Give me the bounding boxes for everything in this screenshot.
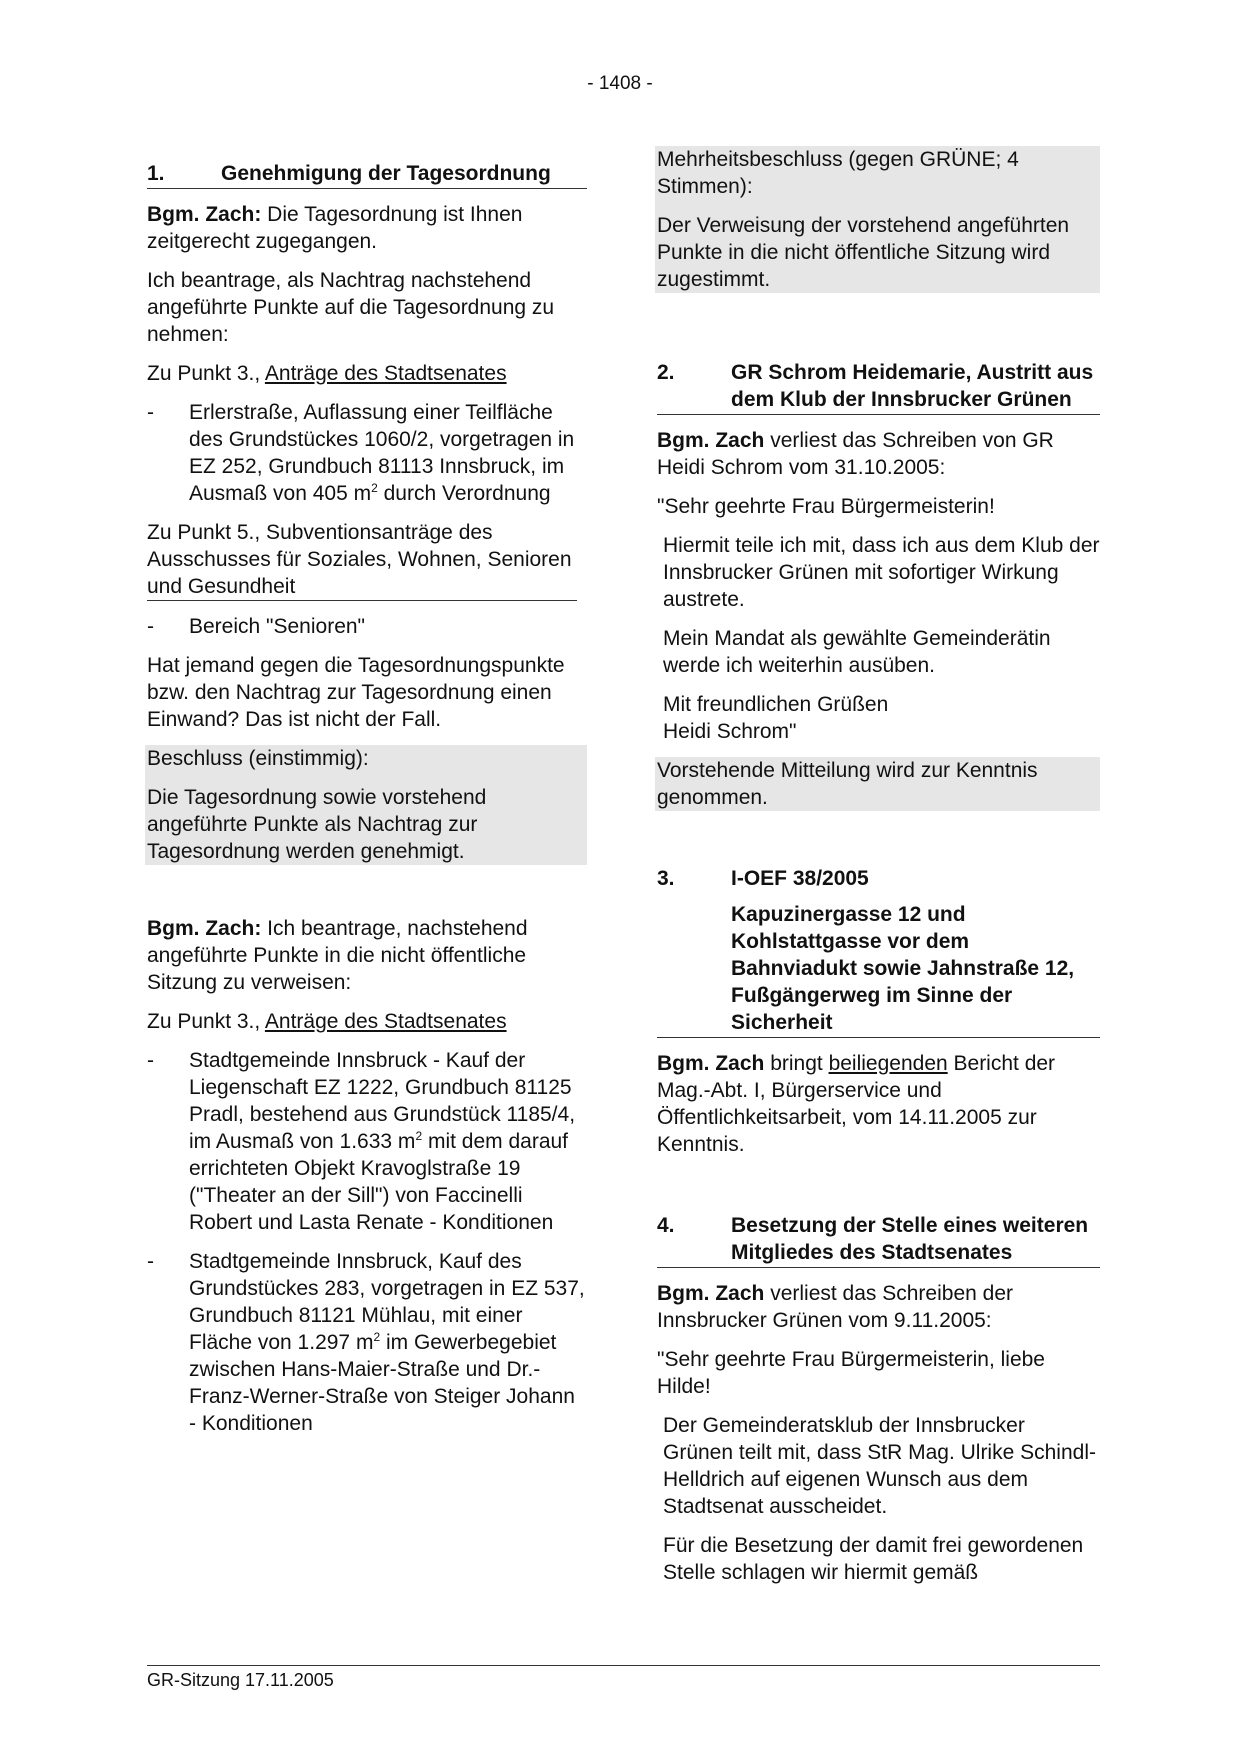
paragraph: Bgm. Zach bringt beiliegenden Bericht der Mag.-Abt. I, Bürgerservice und Öffentlichkeitsarbeit, vom 14.11.2005 zur Kenntnis. xyxy=(657,1052,1056,1156)
page-number: - 1408 - xyxy=(587,73,653,94)
paragraph: Für die Besetzung der damit frei gewordenen Stelle schlagen wir hiermit gemäß xyxy=(663,1534,1084,1584)
section-number: 3. xyxy=(657,867,675,890)
section-subtitle: Kapuzinergasse 12 und Kohlstattgasse vor dem Bahnviadukt sowie Jahnstraße 12, Fußgängerweg im Sinne der Sicherheit xyxy=(657,901,1100,1038)
speaker: Bgm. Zach: xyxy=(147,203,262,226)
list-item: - Stadtgemeinde Innsbruck, Kauf des Grundstückes 283, vorgetragen in EZ 537, Grundbuch 81121 Mühlau, mit einer Fläche von 1.297 $m^2$ im Gewerbegebiet zwischen Hans-Maier-Straße und Dr.-Franz-Werner-Straße von Steiger Johann - Konditionen xyxy=(147,1250,585,1435)
right-column xyxy=(657,146,1100,1598)
resolution-text: Der Verweisung der vorstehend angeführten Punkte in die nicht öffentliche Sitzung wird zugestimmt. xyxy=(657,214,1070,291)
section-number: 2. xyxy=(657,361,675,384)
resolution-label: Beschluss (einstimmig): xyxy=(147,747,369,770)
paragraph: Bgm. Zach: Die Tagesordnung ist Ihnen zeitgerecht zugegangen. xyxy=(147,203,523,253)
section-number: 1. xyxy=(147,162,165,185)
paragraph: Bgm. Zach verliest das Schreiben der Innsbrucker Grünen vom 9.11.2005: xyxy=(657,1282,1013,1332)
resolution-box xyxy=(655,146,1100,293)
paragraph: Hiermit teile ich mit, dass ich aus dem Klub der Innsbrucker Grünen mit sofortiger Wirkung austrete. xyxy=(663,534,1100,611)
paragraph: Mit freundlichen Grüßen Heidi Schrom" xyxy=(663,693,889,743)
resolution-text: Die Tagesordnung sowie vorstehend angeführte Punkte als Nachtrag zur Tagesordnung werden genehmigt. xyxy=(147,786,487,863)
paragraph: Ich beantrage, als Nachtrag nachstehend angeführte Punkte auf die Tagesordnung zu nehmen: xyxy=(147,269,555,346)
section-heading-3 xyxy=(657,865,1100,893)
speaker: Bgm. Zach: xyxy=(147,917,262,940)
section-heading-1 xyxy=(147,160,587,189)
section-title: I-OEF 38/2005 xyxy=(731,867,869,890)
list-item: - Erlerstraße, Auflassung einer Teilfläche des Grundstückes 1060/2, vorgetragen in EZ 252, Grundbuch 81113 Innsbruck, im Ausmaß von 405 $m^2$ durch Verordnung xyxy=(147,401,575,505)
section-title: Besetzung der Stelle eines weiteren Mitgliedes des Stadtsenates xyxy=(731,1214,1089,1264)
footer-text: GR-Sitzung 17.11.2005 xyxy=(147,1670,334,1690)
resolution-box xyxy=(145,745,587,865)
section-heading-4 xyxy=(657,1212,1100,1268)
list-item: - Bereich "Senioren" xyxy=(147,615,366,638)
speaker: Bgm. Zach xyxy=(657,429,765,452)
section-title: GR Schrom Heidemarie, Austritt aus dem Klub der Innsbrucker Grünen xyxy=(731,361,1094,411)
resolution-label: Mehrheitsbeschluss (gegen GRÜNE; 4 Stimmen): xyxy=(657,148,1019,198)
paragraph: Zu Punkt 3., Anträge des Stadtsenates xyxy=(147,362,507,385)
note-box xyxy=(655,757,1100,811)
footer-divider xyxy=(147,1665,1100,1666)
underlined-text: Anträge des Stadtsenates xyxy=(264,1010,507,1033)
paragraph: Zu Punkt 3., Anträge des Stadtsenates xyxy=(147,1010,507,1033)
list-item: - Stadtgemeinde Innsbruck - Kauf der Liegenschaft EZ 1222, Grundbuch 81125 Pradl, bestehend aus Grundstück 1185/4, im Ausmaß von 1.633 $m^2$ mit dem darauf errichteten Objekt Kravoglstraße 19 ("Theater an der Sill") von Faccinelli Robert und Lasta Renate - Konditionen xyxy=(147,1049,576,1234)
left-column xyxy=(147,160,587,1449)
paragraph: Bgm. Zach verliest das Schreiben von GR Heidi Schrom vom 31.10.2005: xyxy=(657,429,1054,479)
section-number: 4. xyxy=(657,1214,675,1237)
speaker: Bgm. Zach xyxy=(657,1052,765,1075)
underlined-text: Anträge des Stadtsenates xyxy=(264,362,507,385)
note-text: Vorstehende Mitteilung wird zur Kenntnis genommen. xyxy=(657,759,1038,809)
paragraph: Mein Mandat als gewählte Gemeinderätin werde ich weiterhin ausüben. xyxy=(663,627,1051,677)
section-heading-2 xyxy=(657,359,1100,415)
paragraph: Zu Punkt 5., Subventionsanträge des Ausschusses für Soziales, Wohnen, Senioren und Gesundheit xyxy=(147,519,577,601)
underlined-text: beiliegenden xyxy=(828,1052,948,1075)
paragraph: "Sehr geehrte Frau Bürgermeisterin! xyxy=(657,495,995,518)
paragraph: "Sehr geehrte Frau Bürgermeisterin, liebe Hilde! xyxy=(657,1348,1045,1398)
section-title: Genehmigung der Tagesordnung xyxy=(221,162,551,185)
speaker: Bgm. Zach xyxy=(657,1282,765,1305)
paragraph: Hat jemand gegen die Tagesordnungspunkte bzw. den Nachtrag zur Tagesordnung einen Einwand? Das ist nicht der Fall. xyxy=(147,654,565,731)
paragraph: Der Gemeinderatsklub der Innsbrucker Grünen teilt mit, dass StR Mag. Ulrike Schindl-Helldrich auf eigenen Wunsch aus dem Stadtsenat ausscheidet. xyxy=(663,1414,1096,1518)
paragraph: Bgm. Zach: Ich beantrage, nachstehend angeführte Punkte in die nicht öffentliche Sitzung zu verweisen: xyxy=(147,917,528,994)
